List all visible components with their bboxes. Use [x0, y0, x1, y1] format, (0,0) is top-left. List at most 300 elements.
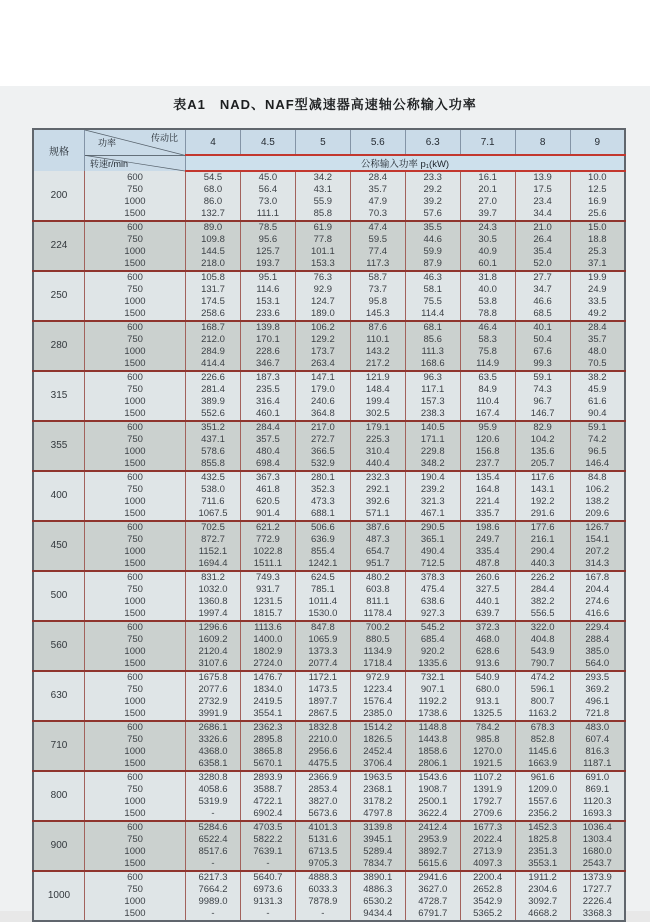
value-cell: 785.1 [295, 584, 350, 596]
value-cell: 1897.7 [295, 696, 350, 708]
table-row [33, 858, 625, 871]
value-cell: 96.7 [515, 396, 570, 408]
value-cell: 168.7 [186, 321, 241, 334]
value-cell: 1107.2 [460, 771, 515, 784]
value-cell: 1727.7 [570, 884, 625, 896]
value-cell: 985.8 [460, 734, 515, 746]
value-cell: 688.1 [295, 508, 350, 521]
value-cell: 302.5 [350, 408, 405, 421]
value-cell: 545.2 [405, 621, 460, 634]
value-cell: 86.0 [186, 196, 241, 208]
value-cell: 77.4 [350, 246, 405, 258]
value-cell: 121.9 [350, 371, 405, 384]
value-cell: 177.6 [515, 521, 570, 534]
value-cell: 290.5 [405, 521, 460, 534]
value-cell: 3280.8 [186, 771, 241, 784]
value-cell: 335.7 [460, 508, 515, 521]
value-cell: 721.8 [570, 708, 625, 721]
value-cell: 290.4 [515, 546, 570, 558]
table-row [33, 458, 625, 471]
value-cell: 4101.3 [295, 821, 350, 834]
value-cell: 1997.4 [186, 608, 241, 621]
value-cell: 117.1 [405, 384, 460, 396]
spec-cell: 450 [33, 521, 85, 571]
value-cell: 1826.5 [350, 734, 405, 746]
value-cell: 90.4 [570, 408, 625, 421]
table-row [33, 671, 625, 684]
value-cell: 416.6 [570, 608, 625, 621]
value-cell: 1036.4 [570, 821, 625, 834]
value-cell: 1473.5 [295, 684, 350, 696]
value-cell: - [186, 808, 241, 821]
value-cell: 2543.7 [570, 858, 625, 871]
speed-cell: 600 [85, 621, 186, 634]
speed-cell: 750 [85, 284, 186, 296]
value-cell: 95.8 [350, 296, 405, 308]
value-cell: 99.3 [515, 358, 570, 371]
value-cell: 3107.6 [186, 658, 241, 671]
ratio-header-cell: 7.1 [460, 129, 515, 155]
value-cell: 233.6 [240, 308, 295, 321]
value-cell: 106.2 [295, 321, 350, 334]
value-cell: 45.0 [240, 171, 295, 184]
value-cell: 291.6 [515, 508, 570, 521]
value-cell: 2686.1 [186, 721, 241, 734]
speed-cell: 750 [85, 834, 186, 846]
value-cell: 124.7 [295, 296, 350, 308]
value-cell: 6902.4 [240, 808, 295, 821]
value-cell: 9989.0 [186, 896, 241, 908]
value-cell: 1373.3 [295, 646, 350, 658]
value-cell: 1858.6 [405, 746, 460, 758]
spec-cell: 355 [33, 421, 85, 471]
value-cell: 78.8 [460, 308, 515, 321]
value-cell: 364.8 [295, 408, 350, 421]
value-cell: 68.5 [515, 308, 570, 321]
value-cell: 920.2 [405, 646, 460, 658]
value-cell: 538.0 [186, 484, 241, 496]
value-cell: 78.5 [240, 221, 295, 234]
speed-cell: 1000 [85, 446, 186, 458]
value-cell: 239.2 [405, 484, 460, 496]
value-cell: 3890.1 [350, 871, 405, 884]
value-cell: 19.9 [570, 271, 625, 284]
speed-cell: 600 [85, 571, 186, 584]
value-cell: 1511.1 [240, 558, 295, 571]
value-cell: 1148.8 [405, 721, 460, 734]
value-cell: 2956.6 [295, 746, 350, 758]
value-cell: 280.1 [295, 471, 350, 484]
value-cell: 229.8 [405, 446, 460, 458]
value-cell: 1032.0 [186, 584, 241, 596]
speed-cell: 750 [85, 484, 186, 496]
value-cell: 483.0 [570, 721, 625, 734]
value-cell: 3588.7 [240, 784, 295, 796]
value-cell: 274.6 [570, 596, 625, 608]
table-row [33, 246, 625, 258]
value-cell: 603.8 [350, 584, 405, 596]
speed-cell: 600 [85, 171, 186, 184]
value-cell: 2941.6 [405, 871, 460, 884]
value-cell: 639.7 [460, 608, 515, 621]
value-cell: 68.0 [186, 184, 241, 196]
value-cell: 3627.0 [405, 884, 460, 896]
speed-cell: 600 [85, 221, 186, 234]
value-cell: 366.5 [295, 446, 350, 458]
value-cell: 46.3 [405, 271, 460, 284]
value-cell: 1223.4 [350, 684, 405, 696]
value-cell: 1792.7 [460, 796, 515, 808]
value-cell: 10.0 [570, 171, 625, 184]
table-title: 表A1 NAD、NAF型减速器高速轴公称输入功率 [173, 97, 477, 112]
value-cell: 2893.9 [240, 771, 295, 784]
value-cell: 218.0 [186, 258, 241, 271]
speed-cell: 750 [85, 234, 186, 246]
spec-cell: 315 [33, 371, 85, 421]
value-cell: 1120.3 [570, 796, 625, 808]
table-row [33, 708, 625, 721]
value-cell: 135.6 [515, 446, 570, 458]
value-cell: 1530.0 [295, 608, 350, 621]
value-cell: 249.7 [460, 534, 515, 546]
value-cell: 2724.0 [240, 658, 295, 671]
speed-cell: 1500 [85, 708, 186, 721]
value-cell: 5365.2 [460, 908, 515, 921]
value-cell: 2419.5 [240, 696, 295, 708]
value-cell: 1963.5 [350, 771, 405, 784]
value-cell: 138.2 [570, 496, 625, 508]
value-cell: 173.7 [295, 346, 350, 358]
value-cell: 217.0 [295, 421, 350, 434]
value-cell: 58.7 [350, 271, 405, 284]
table-row [33, 758, 625, 771]
speed-cell: 600 [85, 371, 186, 384]
value-cell: 387.6 [350, 521, 405, 534]
value-cell: 34.2 [295, 171, 350, 184]
value-cell: 3139.8 [350, 821, 405, 834]
table-row [33, 484, 625, 496]
value-cell: 348.2 [405, 458, 460, 471]
value-cell: 52.0 [515, 258, 570, 271]
speed-cell: 600 [85, 671, 186, 684]
value-cell: 45.9 [570, 384, 625, 396]
value-cell: 114.9 [460, 358, 515, 371]
value-cell: 148.4 [350, 384, 405, 396]
value-cell: 790.7 [515, 658, 570, 671]
value-cell: 2452.4 [350, 746, 405, 758]
value-cell: 198.6 [460, 521, 515, 534]
value-cell: 480.4 [240, 446, 295, 458]
value-cell: 284.4 [515, 584, 570, 596]
value-cell: 204.4 [570, 584, 625, 596]
value-cell: 474.2 [515, 671, 570, 684]
value-cell: 167.8 [570, 571, 625, 584]
value-cell: 146.7 [515, 408, 570, 421]
value-cell: 3553.1 [515, 858, 570, 871]
table-row [33, 371, 625, 384]
value-cell: 1663.9 [515, 758, 570, 771]
value-cell: 1452.3 [515, 821, 570, 834]
table-row [33, 208, 625, 221]
spec-cell: 500 [33, 571, 85, 621]
value-cell: 59.9 [405, 246, 460, 258]
value-cell: 468.0 [460, 634, 515, 646]
value-cell: 855.8 [186, 458, 241, 471]
speed-cell: 1500 [85, 308, 186, 321]
table-body [33, 171, 625, 921]
value-cell: 76.3 [295, 271, 350, 284]
value-cell: 59.1 [515, 371, 570, 384]
value-cell: 4888.3 [295, 871, 350, 884]
value-cell: 144.5 [186, 246, 241, 258]
value-cell: 26.4 [515, 234, 570, 246]
table-row [33, 771, 625, 784]
value-cell: 43.1 [295, 184, 350, 196]
value-cell: 5131.6 [295, 834, 350, 846]
value-cell: 4668.2 [515, 908, 570, 921]
speed-cell: 1000 [85, 196, 186, 208]
value-cell: 258.6 [186, 308, 241, 321]
value-cell: 369.2 [570, 684, 625, 696]
value-cell: 1694.4 [186, 558, 241, 571]
value-cell: - [186, 858, 241, 871]
speed-cell: 1500 [85, 258, 186, 271]
ratio-header-cell: 5 [295, 129, 350, 155]
value-cell: 2709.6 [460, 808, 515, 821]
value-cell: 132.7 [186, 208, 241, 221]
value-cell: 95.1 [240, 271, 295, 284]
value-cell: 564.0 [570, 658, 625, 671]
value-cell: 473.3 [295, 496, 350, 508]
value-cell: 654.7 [350, 546, 405, 558]
value-cell: 1152.1 [186, 546, 241, 558]
value-cell: - [240, 908, 295, 921]
value-cell: 27.7 [515, 271, 570, 284]
value-cell: 38.2 [570, 371, 625, 384]
value-cell: 221.4 [460, 496, 515, 508]
value-cell: 33.5 [570, 296, 625, 308]
value-cell: 25.3 [570, 246, 625, 258]
table-row [33, 546, 625, 558]
value-cell: 487.3 [350, 534, 405, 546]
table-row [33, 584, 625, 596]
value-cell: 28.4 [350, 171, 405, 184]
value-cell: 1576.4 [350, 696, 405, 708]
ratio-header-cell: 4.5 [240, 129, 295, 155]
table-row [33, 396, 625, 408]
table-row [33, 884, 625, 896]
value-cell: 5640.7 [240, 871, 295, 884]
value-cell: 2362.3 [240, 721, 295, 734]
value-cell: 1514.2 [350, 721, 405, 734]
speed-cell: 1500 [85, 358, 186, 371]
value-cell: 153.3 [295, 258, 350, 271]
value-cell: 60.1 [460, 258, 515, 271]
value-cell: 5289.4 [350, 846, 405, 858]
value-cell: 101.1 [295, 246, 350, 258]
value-cell: 913.6 [460, 658, 515, 671]
value-cell: 9705.3 [295, 858, 350, 871]
value-cell: 913.1 [460, 696, 515, 708]
value-cell: 711.6 [186, 496, 241, 508]
value-cell: 772.9 [240, 534, 295, 546]
value-cell: 237.7 [460, 458, 515, 471]
value-cell: 700.2 [350, 621, 405, 634]
speed-cell: 1000 [85, 646, 186, 658]
value-cell: 4728.7 [405, 896, 460, 908]
value-cell: 82.9 [515, 421, 570, 434]
value-cell: 2732.9 [186, 696, 241, 708]
value-cell: 120.6 [460, 434, 515, 446]
value-cell: 440.4 [350, 458, 405, 471]
value-cell: 467.1 [405, 508, 460, 521]
table-row [33, 621, 625, 634]
value-cell: 4797.8 [350, 808, 405, 821]
value-cell: 365.1 [405, 534, 460, 546]
speed-cell: 1000 [85, 846, 186, 858]
value-cell: 192.2 [515, 496, 570, 508]
value-cell: 77.8 [295, 234, 350, 246]
value-cell: 440.3 [515, 558, 570, 571]
value-cell: 2713.9 [460, 846, 515, 858]
value-cell: 39.2 [405, 196, 460, 208]
value-cell: 1911.2 [515, 871, 570, 884]
value-cell: 1815.7 [240, 608, 295, 621]
ratio-header-row [33, 129, 625, 155]
value-cell: 35.7 [350, 184, 405, 196]
value-cell: 75.8 [460, 346, 515, 358]
value-cell: 18.8 [570, 234, 625, 246]
value-cell: 238.3 [405, 408, 460, 421]
speed-cell: 600 [85, 721, 186, 734]
value-cell: 607.4 [570, 734, 625, 746]
speed-cell: 750 [85, 784, 186, 796]
value-cell: 47.9 [350, 196, 405, 208]
value-cell: 475.4 [405, 584, 460, 596]
value-cell: 4368.0 [186, 746, 241, 758]
value-cell: 1557.6 [515, 796, 570, 808]
value-cell: 61.9 [295, 221, 350, 234]
speed-cell: 1500 [85, 808, 186, 821]
value-cell: 4722.1 [240, 796, 295, 808]
value-cell: 3945.1 [350, 834, 405, 846]
value-cell: 2953.9 [405, 834, 460, 846]
value-cell: 678.3 [515, 721, 570, 734]
value-cell: 2412.4 [405, 821, 460, 834]
spec-cell: 250 [33, 271, 85, 321]
table-row [33, 308, 625, 321]
value-cell: 487.8 [460, 558, 515, 571]
value-cell: 3368.3 [570, 908, 625, 921]
value-cell: 48.0 [570, 346, 625, 358]
table-row [33, 446, 625, 458]
value-cell: 907.1 [405, 684, 460, 696]
value-cell: 8517.6 [186, 846, 241, 858]
speed-cell: 1000 [85, 296, 186, 308]
value-cell: 12.5 [570, 184, 625, 196]
value-cell: 4475.5 [295, 758, 350, 771]
table-row [33, 358, 625, 371]
value-cell: 961.6 [515, 771, 570, 784]
value-cell: 140.5 [405, 421, 460, 434]
value-cell: 30.5 [460, 234, 515, 246]
value-cell: 104.2 [515, 434, 570, 446]
value-cell: 35.5 [405, 221, 460, 234]
value-cell: 2652.8 [460, 884, 515, 896]
speed-cell: 1000 [85, 596, 186, 608]
value-cell: 732.1 [405, 671, 460, 684]
table-row [33, 646, 625, 658]
speed-cell: 750 [85, 534, 186, 546]
value-cell: 135.4 [460, 471, 515, 484]
value-cell: 229.4 [570, 621, 625, 634]
value-cell: 263.4 [295, 358, 350, 371]
ratio-header-cell: 6.3 [405, 129, 460, 155]
value-cell: 2077.4 [295, 658, 350, 671]
value-cell: 1802.9 [240, 646, 295, 658]
value-cell: 2351.3 [515, 846, 570, 858]
value-cell: 49.2 [570, 308, 625, 321]
spec-column-header: 规格 [33, 129, 85, 171]
speed-cell: 1000 [85, 496, 186, 508]
value-cell: 9131.3 [240, 896, 295, 908]
value-cell: 288.4 [570, 634, 625, 646]
speed-cell: 1000 [85, 896, 186, 908]
speed-cell: 1500 [85, 508, 186, 521]
speed-cell: 750 [85, 884, 186, 896]
speed-cell: 1000 [85, 696, 186, 708]
speed-cell: 600 [85, 821, 186, 834]
value-cell: 61.6 [570, 396, 625, 408]
value-cell: 174.5 [186, 296, 241, 308]
spec-cell: 560 [33, 621, 85, 671]
value-cell: 351.2 [186, 421, 241, 434]
table-row [33, 696, 625, 708]
value-cell: 143.2 [350, 346, 405, 358]
value-cell: 1172.1 [295, 671, 350, 684]
speed-cell: 1500 [85, 558, 186, 571]
spec-cell: 280 [33, 321, 85, 371]
value-cell: 110.1 [350, 334, 405, 346]
speed-cell: 1500 [85, 658, 186, 671]
value-cell: 1360.8 [186, 596, 241, 608]
value-cell: 2500.1 [405, 796, 460, 808]
value-cell: 901.4 [240, 508, 295, 521]
value-cell: 89.0 [186, 221, 241, 234]
value-cell: 872.7 [186, 534, 241, 546]
value-cell: 57.6 [405, 208, 460, 221]
value-cell: 50.4 [515, 334, 570, 346]
value-cell: 1675.8 [186, 671, 241, 684]
value-cell: 139.8 [240, 321, 295, 334]
table-row [33, 684, 625, 696]
value-cell: 114.6 [240, 284, 295, 296]
value-cell: 5284.6 [186, 821, 241, 834]
speed-cell: 1500 [85, 908, 186, 921]
value-cell: 1335.6 [405, 658, 460, 671]
speed-cell: 1500 [85, 608, 186, 621]
value-cell: 372.3 [460, 621, 515, 634]
speed-cell: 600 [85, 521, 186, 534]
value-cell: 44.6 [405, 234, 460, 246]
value-cell: 1718.4 [350, 658, 405, 671]
value-cell: 2077.6 [186, 684, 241, 696]
table-row [33, 558, 625, 571]
value-cell: 1242.1 [295, 558, 350, 571]
value-cell: 352.3 [295, 484, 350, 496]
value-cell: 816.3 [570, 746, 625, 758]
value-cell: 153.1 [240, 296, 295, 308]
